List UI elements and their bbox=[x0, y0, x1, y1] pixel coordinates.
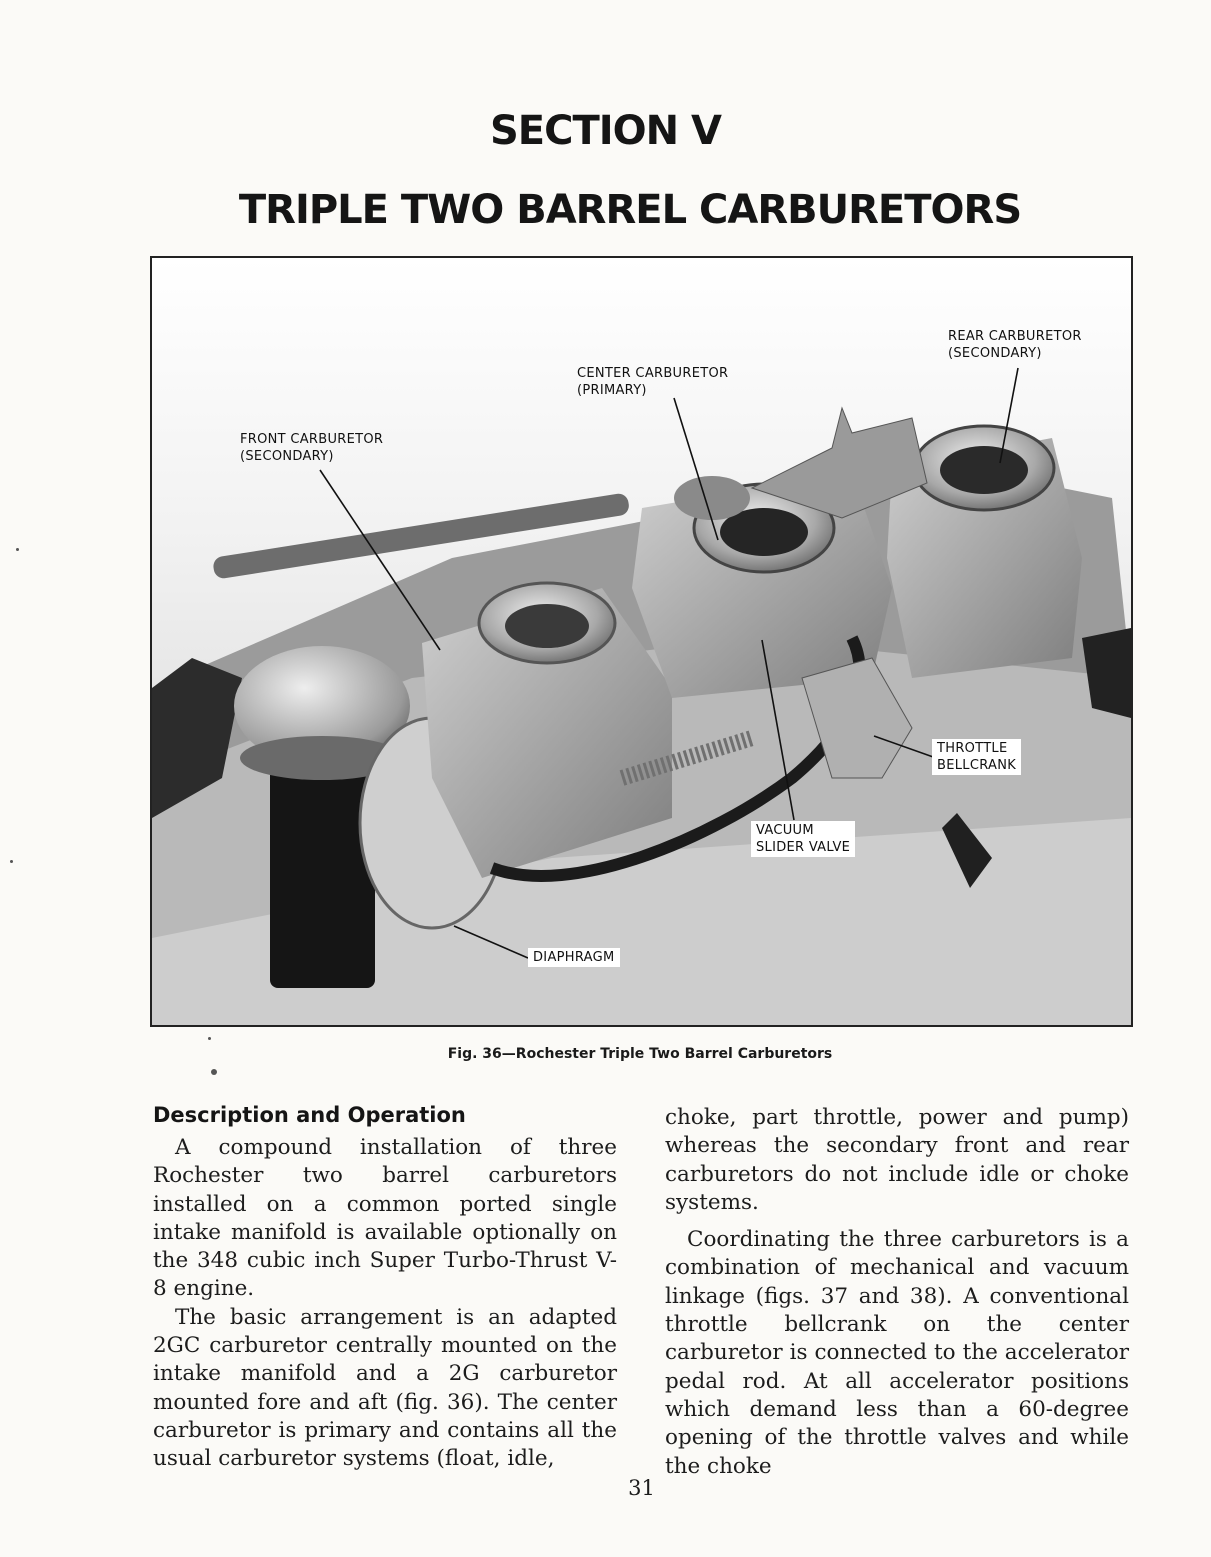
callout-vacuum-slider-valve bbox=[751, 821, 855, 857]
callout-rear-carburetor-line2: (SECONDARY) bbox=[948, 346, 1042, 361]
paragraph: The basic arrangement is an adapted 2GC carburetor centrally mounted on the intake manifold and a 2G carburetor mounted fore and aft (fig. 36). The center carburetor is primary and contains all the usual carburetor systems (float, idle, bbox=[153, 1304, 617, 1472]
figure-photo bbox=[150, 256, 1133, 1027]
scan-speck bbox=[208, 1037, 211, 1040]
callout-front-carburetor bbox=[240, 431, 383, 465]
paragraph: A compound installation of three Rochester two barrel carburetors installed on a common ported single intake manifold is available optionally on the 348 cubic inch Super Turbo-Thrust V-8 engine. bbox=[153, 1135, 617, 1302]
callout-front-carburetor-line2: (SECONDARY) bbox=[240, 449, 334, 464]
callout-vacuum-slider-valve-line2: SLIDER VALVE bbox=[756, 840, 851, 855]
callout-throttle-bellcrank-line1: THROTTLE bbox=[937, 741, 1008, 756]
callout-front-carburetor-line1: FRONT CARBURETOR bbox=[240, 432, 384, 447]
callout-rear-carburetor-line1: REAR CARBURETOR bbox=[948, 329, 1082, 344]
paragraph: Coordinating the three carburetors is a combination of mechanical and vacuum linkage (figs. 37 and 38). A conventional throttle bellcrank on the center carburetor is connected to the accelerator pedal rod. At all accelerator positions which demand less than a 60-degree opening of the throttle valves and while the choke bbox=[665, 1227, 1129, 1479]
scan-speck bbox=[211, 1069, 217, 1075]
callout-center-carburetor-line2: (PRIMARY) bbox=[577, 383, 647, 398]
section-heading: SECTION V bbox=[489, 108, 722, 154]
callout-throttle-bellcrank-line2: BELLCRANK bbox=[937, 758, 1017, 773]
callout-center-carburetor bbox=[577, 365, 728, 399]
text-column-left bbox=[153, 1100, 617, 1474]
callout-rear-carburetor bbox=[948, 328, 1082, 362]
page-number: 31 bbox=[628, 1476, 655, 1500]
callout-throttle-bellcrank bbox=[932, 739, 1021, 775]
scan-speck bbox=[16, 548, 19, 551]
section-heading-description: Description and Operation bbox=[153, 1103, 466, 1127]
figure-caption: Fig. 36—Rochester Triple Two Barrel Carburetors bbox=[447, 1046, 833, 1062]
paragraph: choke, part throttle, power and pump) whereas the secondary front and rear carburetors do not include idle or choke systems. bbox=[665, 1105, 1129, 1215]
text-column-right bbox=[665, 1104, 1129, 1481]
callout-center-carburetor-line1: CENTER CARBURETOR bbox=[577, 366, 729, 381]
page-title: TRIPLE TWO BARREL CARBURETORS bbox=[238, 187, 1022, 233]
scan-speck bbox=[10, 860, 13, 863]
callout-vacuum-slider-valve-line1: VACUUM bbox=[756, 823, 814, 838]
callout-diaphragm: DIAPHRAGM bbox=[528, 948, 620, 967]
